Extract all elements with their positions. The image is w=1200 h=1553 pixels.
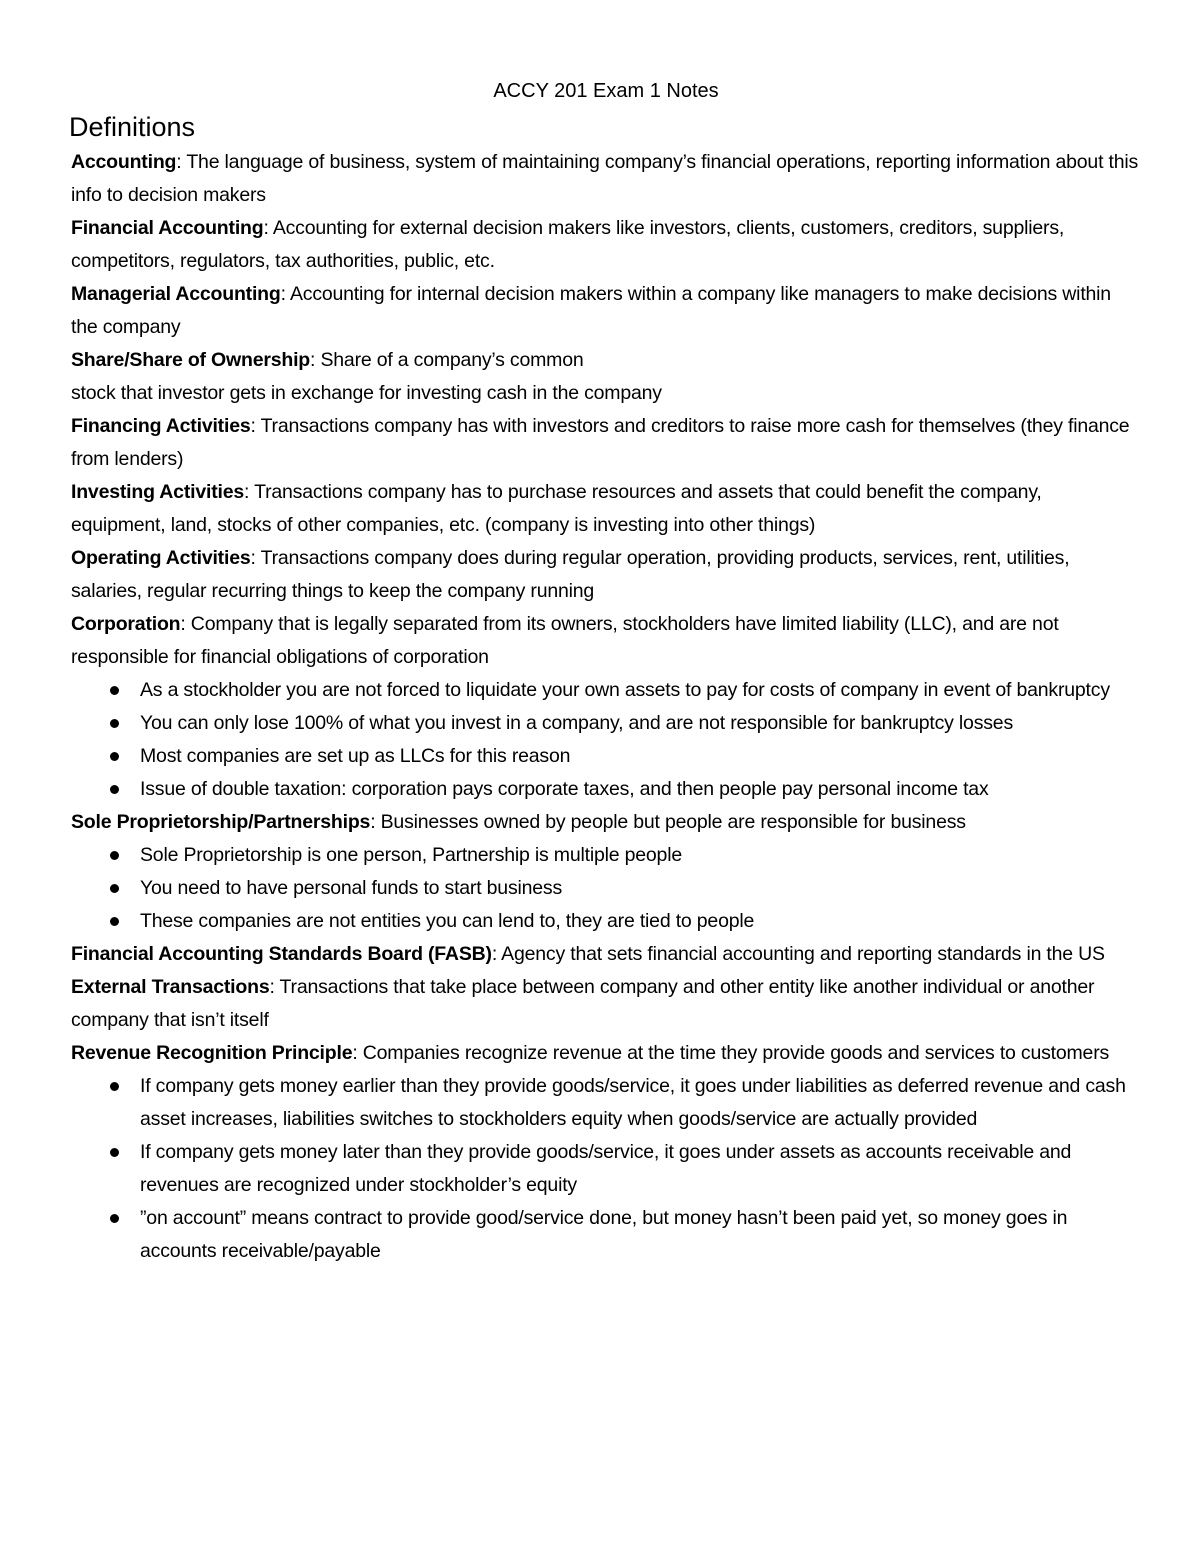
definition-text: : Transactions company has to purchase resources and assets that could benefit the company, equipment, land, stocks of other companies, etc. (company is investing into other things) [71, 481, 1042, 536]
definition-accounting [71, 146, 1141, 212]
definition-financial-accounting [71, 212, 1141, 278]
list-item [140, 1070, 1141, 1136]
definition-investing-activities [71, 476, 1141, 542]
definition-term: Sole Proprietorship/Partnerships [71, 811, 371, 833]
definition-revenue-recognition [71, 1037, 1141, 1070]
bullet-icon [110, 851, 119, 860]
definition-term: Accounting [71, 151, 177, 173]
list-item-text: These companies are not entities you can lend to, they are tied to people [140, 910, 755, 932]
definition-external-transactions [71, 971, 1141, 1037]
definition-term: Financing Activities [71, 415, 251, 437]
definition-term: Investing Activities [71, 481, 244, 503]
definition-text: : Accounting for internal decision makers within a company like managers to make decisions within the company [71, 283, 1111, 338]
definition-term: Operating Activities [71, 547, 251, 569]
list-item-text: ”on account” means contract to provide good/service done, but money hasn’t been paid yet, so money goes in accounts receivable/payable [140, 1207, 1068, 1262]
definition-share-of-ownership-continued: stock that investor gets in exchange for investing cash in the company [71, 382, 662, 404]
definition-share-of-ownership [71, 344, 1141, 377]
list-item-text: You can only lose 100% of what you invest in a company, and are not responsible for bankruptcy losses [140, 712, 1014, 734]
bullet-icon [110, 1148, 119, 1157]
list-item-text: If company gets money later than they provide goods/service, it goes under assets as accounts receivable and revenues are recognized under stockholder’s equity [140, 1141, 1072, 1196]
bullet-icon [110, 917, 119, 926]
definition-text: : Share of a company’s common [310, 349, 584, 371]
revenue-recognition-bullet-list [71, 1070, 1141, 1268]
document-title: ACCY 201 Exam 1 Notes [493, 80, 719, 102]
definition-text: : Agency that sets financial accounting and reporting standards in the US [491, 943, 1105, 965]
definition-text: : Accounting for external decision makers like investors, clients, customers, creditors, suppliers, competitors, regulators, tax authorities, public, etc. [71, 217, 1065, 272]
sole-proprietorship-bullet-list [71, 839, 1141, 938]
list-item-text: Issue of double taxation: corporation pays corporate taxes, and then people pay personal income tax [140, 778, 989, 800]
definition-text: : Company that is legally separated from its owners, stockholders have limited liability (LLC), and are not responsible for financial obligations of corporation [71, 613, 1059, 668]
definition-term: External Transactions [71, 976, 270, 998]
list-item [140, 872, 1141, 905]
definition-financing-activities [71, 410, 1141, 476]
list-item [140, 773, 1141, 806]
list-item-text: As a stockholder you are not forced to liquidate your own assets to pay for costs of company in event of bankruptcy [140, 679, 1110, 701]
definition-corporation [71, 608, 1141, 674]
list-item [140, 1202, 1141, 1268]
definition-term: Revenue Recognition Principle [71, 1042, 353, 1064]
list-item [140, 674, 1141, 707]
bullet-icon [110, 1214, 119, 1223]
bullet-icon [110, 686, 119, 695]
document-page [71, 78, 1141, 1268]
definition-text: : Transactions company does during regular operation, providing products, services, rent, utilities, salaries, regular recurring things to keep the company running [71, 547, 1070, 602]
definition-fasb [71, 938, 1141, 971]
bullet-icon [110, 884, 119, 893]
list-item [140, 905, 1141, 938]
definition-operating-activities [71, 542, 1141, 608]
list-item [140, 839, 1141, 872]
definition-sole-proprietorship [71, 806, 1141, 839]
list-item [140, 1136, 1141, 1202]
definition-text: : Companies recognize revenue at the time they provide goods and services to customers [352, 1042, 1110, 1064]
definition-term: Managerial Accounting [71, 283, 281, 305]
corporation-bullet-list [71, 674, 1141, 806]
definition-term: Corporation [71, 613, 181, 635]
bullet-icon [110, 719, 119, 728]
list-item [140, 707, 1141, 740]
list-item-text: Sole Proprietorship is one person, Partnership is multiple people [140, 844, 682, 866]
definition-text: : The language of business, system of maintaining company’s financial operations, reporting information about this info to decision makers [71, 151, 1139, 206]
list-item-text: You need to have personal funds to start business [140, 877, 563, 899]
definition-term: Financial Accounting Standards Board (FASB) [71, 943, 492, 965]
bullet-icon [110, 785, 119, 794]
definition-term: Share/Share of Ownership [71, 349, 311, 371]
list-item-text: Most companies are set up as LLCs for this reason [140, 745, 571, 767]
definition-text: : Transactions that take place between company and other entity like another individual or another company that isn’t itself [71, 976, 1095, 1031]
definition-text: : Businesses owned by people but people are responsible for business [370, 811, 966, 833]
definition-text: : Transactions company has with investors and creditors to raise more cash for themselves (they finance from lenders) [71, 415, 1130, 470]
definition-term: Financial Accounting [71, 217, 264, 239]
bullet-icon [110, 752, 119, 761]
list-item-text: If company gets money earlier than they provide goods/service, it goes under liabilities as deferred revenue and cash asset increases, liabilities switches to stockholders equity when goods/service are actually provided [140, 1075, 1126, 1130]
definition-managerial-accounting [71, 278, 1141, 344]
bullet-icon [110, 1082, 119, 1091]
section-heading-definitions: Definitions [69, 112, 196, 142]
list-item [140, 740, 1141, 773]
